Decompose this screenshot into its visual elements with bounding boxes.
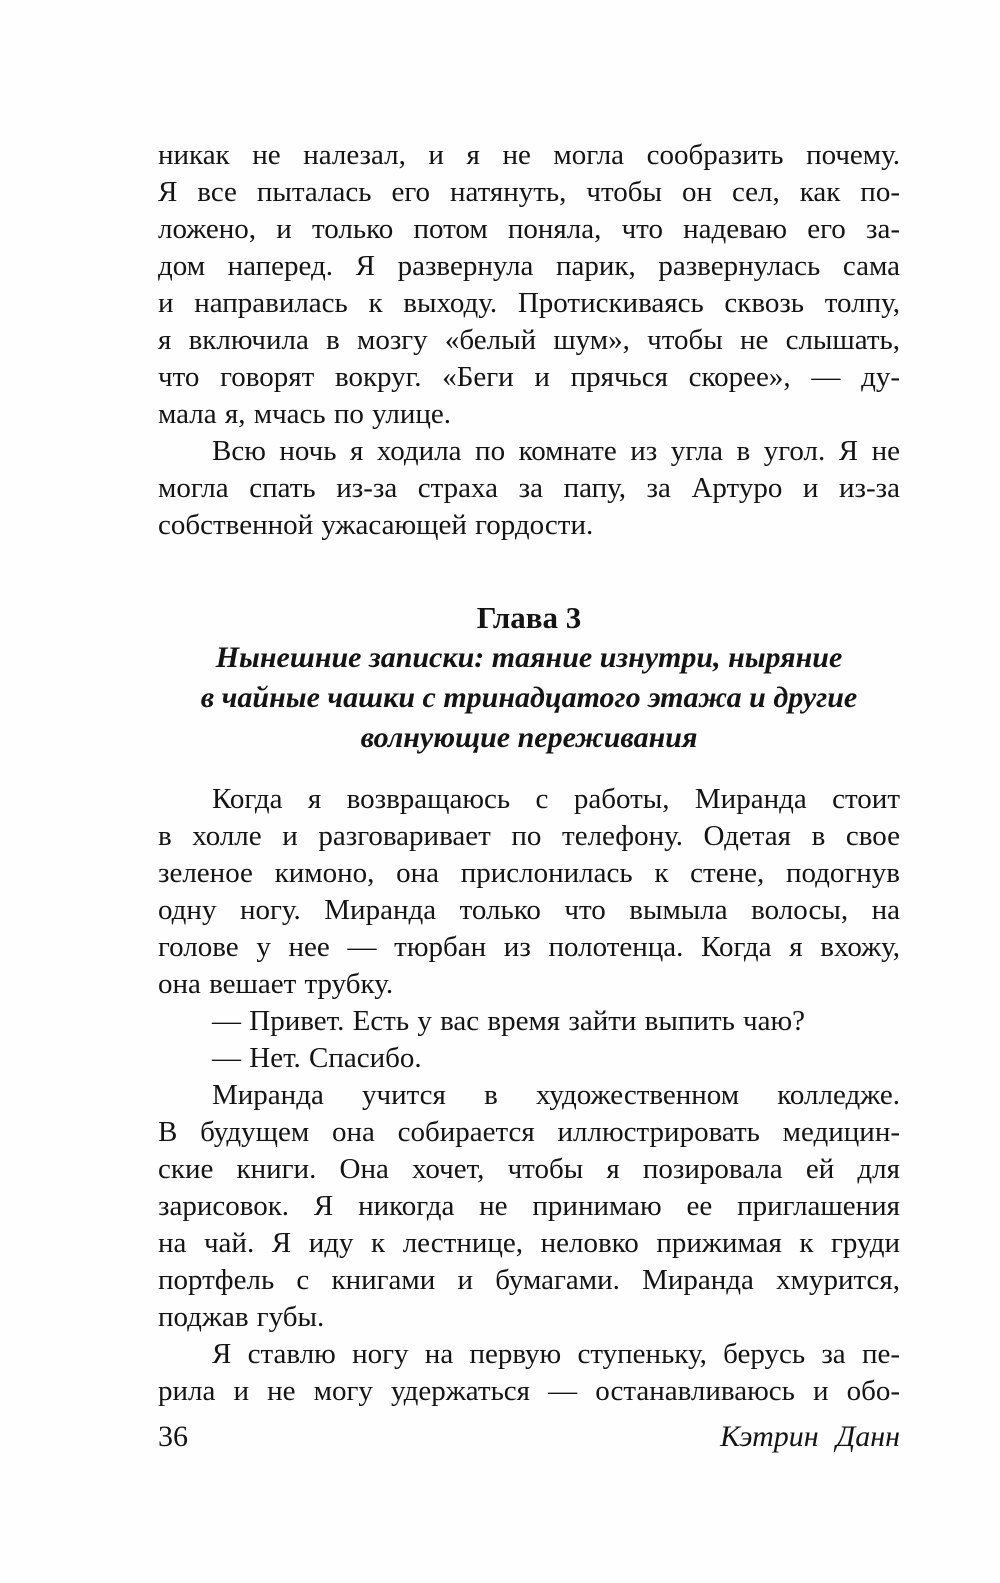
text-line: никак не налезал, и я не могла сообразить почему. bbox=[158, 139, 900, 171]
text-line: собственной ужасающей гордости. bbox=[158, 509, 594, 541]
page-number: 36 bbox=[158, 1420, 188, 1453]
paragraph bbox=[158, 433, 900, 544]
paragraph bbox=[158, 1077, 900, 1336]
text-line: зарисовок. Я никогда не принимаю ее приглашения bbox=[158, 1190, 900, 1222]
running-author: Кэтрин Данн bbox=[720, 1420, 900, 1453]
text-line: в холле и разговаривает по телефону. Одетая в свое bbox=[158, 820, 900, 852]
text-line: поджав губы. bbox=[158, 1301, 325, 1333]
chapter-subtitle-line: волнующие переживания bbox=[360, 721, 698, 754]
text-line: Я ставлю ногу на первую ступеньку, берусь за пе- bbox=[212, 1338, 900, 1370]
chapter-heading: Глава 3 bbox=[476, 600, 582, 635]
text-line: мала я, мчась по улице. bbox=[158, 398, 451, 430]
paragraph bbox=[158, 1336, 900, 1410]
paragraph bbox=[158, 137, 900, 433]
body-text-top bbox=[158, 137, 900, 544]
chapter-subtitle bbox=[158, 638, 900, 758]
text-line: Когда я возвращаюсь с работы, Миранда стоит bbox=[212, 783, 900, 815]
text-line: В будущем она собирается иллюстрировать медицин- bbox=[158, 1116, 900, 1148]
text-line: могла спать из-за страха за папу, за Артуро и из-за bbox=[158, 472, 900, 504]
text-line: зеленое кимоно, она прислонилась к стене, подогнув bbox=[158, 857, 900, 889]
text-line: рила и не могу удержаться — останавливаюсь и обо- bbox=[158, 1375, 900, 1407]
text-line: ложено, и только потом поняла, что надеваю его за- bbox=[158, 213, 900, 245]
text-line: Всю ночь я ходила по комнате из угла в угол. Я не bbox=[212, 435, 900, 467]
text-line: голове у нее — тюрбан из полотенца. Когда я вхожу, bbox=[158, 931, 900, 963]
text-line: — Привет. Есть у вас время зайти выпить чаю? bbox=[212, 1005, 806, 1037]
chapter-subtitle-line: Нынешние записки: таяние изнутри, ныряние bbox=[215, 641, 843, 674]
page-footer bbox=[158, 1418, 900, 1455]
paragraph bbox=[158, 781, 900, 1003]
text-line: на чай. Я иду к лестнице, неловко прижимая к груди bbox=[158, 1227, 900, 1259]
text-line: — Нет. Спасибо. bbox=[212, 1042, 422, 1074]
text-line: Миранда учится в художественном колледже. bbox=[212, 1079, 900, 1111]
text-line: портфель с книгами и бумагами. Миранда хмурится, bbox=[158, 1264, 900, 1296]
paragraph bbox=[158, 1003, 900, 1040]
text-line: дом наперед. Я развернула парик, развернулась сама bbox=[158, 250, 900, 282]
paragraph bbox=[158, 1040, 900, 1077]
page-content bbox=[158, 137, 900, 1455]
text-line: и направилась к выходу. Протискиваясь сквозь толпу, bbox=[158, 287, 900, 319]
chapter-subtitle-line: в чайные чашки с тринадцатого этажа и другие bbox=[200, 681, 858, 714]
text-line: одну ногу. Миранда только что вымыла волосы, на bbox=[158, 894, 900, 926]
text-line: что говорят вокруг. «Беги и прячься скорее», — ду- bbox=[158, 361, 900, 393]
text-line: ские книги. Она хочет, чтобы я позировала ей для bbox=[158, 1153, 900, 1185]
text-line: она вешает трубку. bbox=[158, 968, 394, 1000]
text-line: я включила в мозгу «белый шум», чтобы не слышать, bbox=[158, 324, 900, 356]
text-line: Я все пыталась его натянуть, чтобы он сел, как по- bbox=[158, 176, 900, 208]
body-text-main bbox=[158, 781, 900, 1410]
